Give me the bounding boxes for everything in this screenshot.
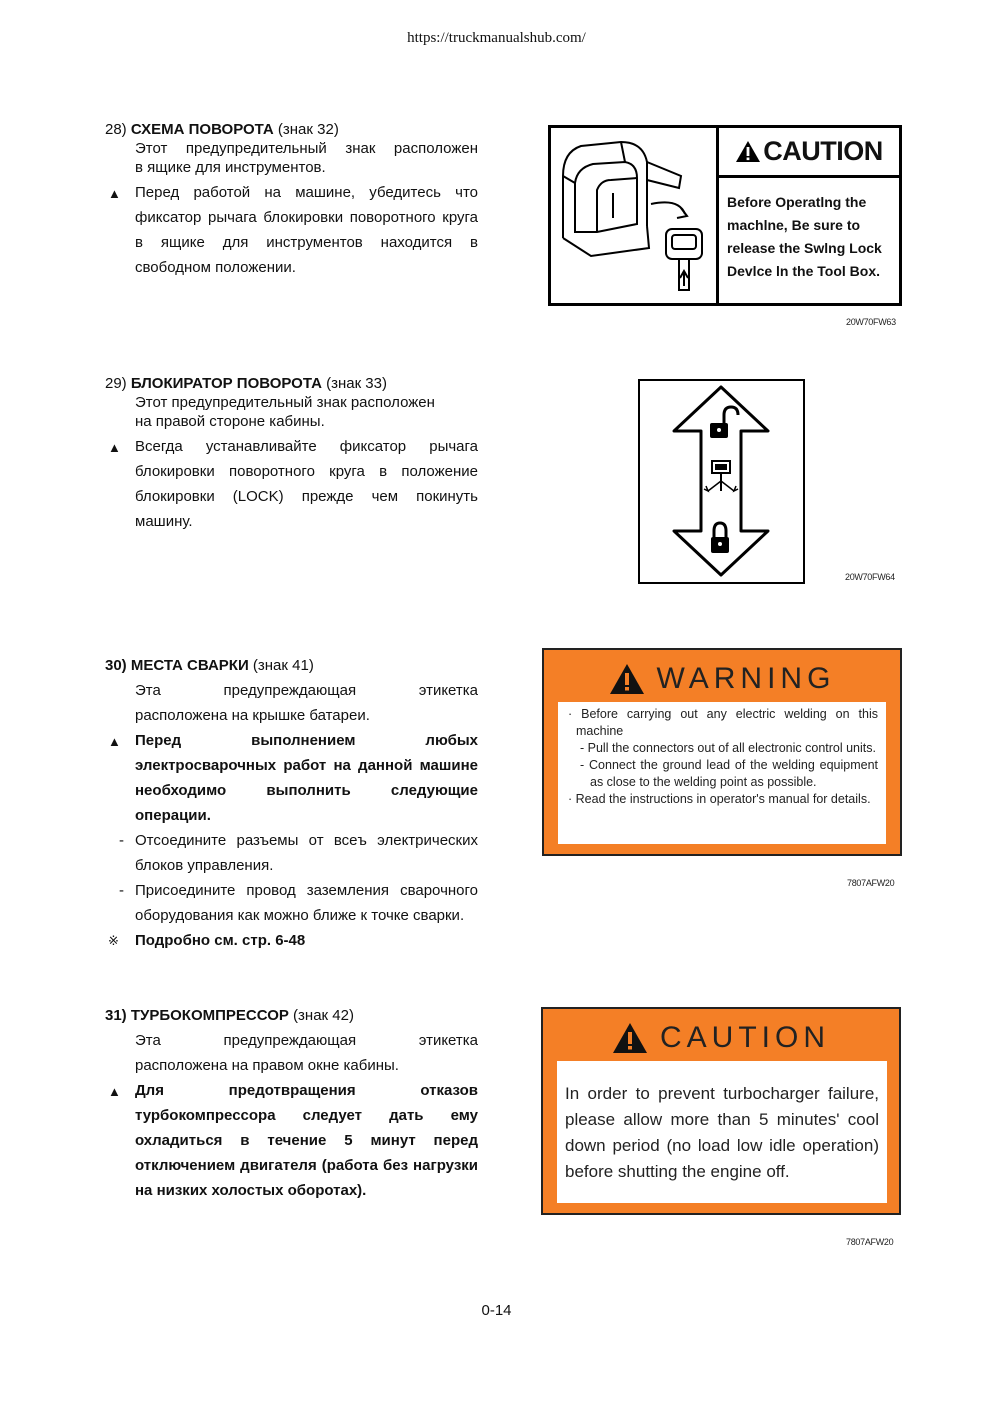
warning-triangle-icon (609, 663, 645, 695)
figure-code-31: 7807AFW20 (846, 1237, 894, 1247)
warning-triangle-icon: ▲ (108, 1084, 121, 1099)
section-30 (105, 656, 478, 953)
section-29 (105, 374, 478, 534)
caution-text: In order to prevent turbocharger failure, please allow more than 5 minutes' cool down period (no load low idle operation) before shutting the engine off. (557, 1061, 887, 1203)
section-31-title: 31) ТУРБОКОМПРЕССОР (знак 42) (105, 1007, 354, 1024)
warning-triangle-icon: ▲ (108, 734, 121, 749)
section-31-location: Эта предупреждающая этикетка расположена на правом окне кабины. (135, 1032, 478, 1074)
section-28-title: 28) СХЕМА ПОВОРОТА (знак 32) (105, 121, 339, 138)
swing-lock-sign (638, 379, 805, 584)
section-29-warning: ▲ Всегда устанавливайте фиксатор рычага блокировки поворотного круга в положение блокировки (LOCK) прежде чем покинуть машину. (105, 434, 478, 534)
caution-header: CAUTION (719, 128, 899, 178)
double-arrow-lock-icon (640, 381, 803, 582)
warning-triangle-icon (735, 140, 761, 163)
warning-triangle-icon (612, 1022, 648, 1054)
warning-header: WARNING (544, 650, 900, 708)
section-30-step-1: - Отсоедините разъемы от всеъ электрических блоков управления. (119, 832, 478, 874)
section-28 (105, 120, 478, 280)
caution-text: Before Operatlng the machlne, Be sure to release the Swlng Lock Devlce ln the Tool Box. (727, 194, 882, 279)
section-28-location-2: в ящике для инструментов. (135, 159, 326, 176)
tool-box-icon (551, 128, 716, 303)
warning-triangle-icon: ▲ (108, 186, 121, 201)
section-29-title: 29) БЛОКИРАТОР ПОВОРОТА (знак 33) (105, 375, 387, 392)
figure-code-29: 20W70FW64 (845, 572, 895, 582)
section-29-location-2: на правой стороне кабины. (135, 413, 325, 430)
warning-text: · Before carrying out any electric welding on this machine - Pull the connectors out of all electronic control units. - Connect the ground lead of the welding equipment as close to the welding point as possible. · Read the instructions in operator's manual for details. (558, 702, 886, 844)
warning-triangle-icon: ▲ (108, 440, 121, 455)
section-28-location-1: Этот предупредительный знак расположен (135, 140, 478, 157)
section-30-step-2: - Присоедините провод заземления сварочного оборудования как можно ближе к точке сварки. (119, 882, 478, 924)
caution-header: CAUTION (543, 1009, 899, 1067)
figure-code-28: 20W70FW63 (846, 317, 896, 327)
turbo-caution-label (541, 1007, 901, 1215)
caution-label-swing-lock (548, 125, 902, 306)
section-31-warning: ▲ Для предотвращения отказов турбокомпрессора следует дать ему охладиться в течение 5 минут перед отключением двигателя (работа без нагрузки на низких холостых оборотах). (105, 1078, 478, 1203)
tool-box-illustration (551, 128, 719, 303)
section-30-warning: ▲ Перед выполнением любых электросварочных работ на данной машине необходимо выполнить следующие операции. (105, 728, 478, 828)
reference-mark-icon: ※ (108, 933, 119, 948)
section-30-note: ※ Подробно см. стр. 6-48 (105, 928, 478, 953)
section-29-location-1: Этот предупредительный знак расположен (135, 394, 435, 411)
page-number: 0-14 (481, 1302, 512, 1319)
section-30-location: Эта предупреждающая этикетка расположена на крышке батареи. (135, 682, 478, 724)
source-url[interactable]: https://truckmanualshub.com/ (407, 30, 586, 46)
figure-code-30: 7807AFW20 (847, 878, 895, 888)
section-31 (105, 1006, 478, 1203)
welding-warning-label (542, 648, 902, 856)
section-30-title: 30) МЕСТА СВАРКИ (знак 41) (105, 657, 314, 674)
section-28-warning: ▲ Перед работой на машине, убедитесь что фиксатор рычага блокировки поворотного круга в ящике для инструментов находится в свободном положении. (105, 180, 478, 280)
